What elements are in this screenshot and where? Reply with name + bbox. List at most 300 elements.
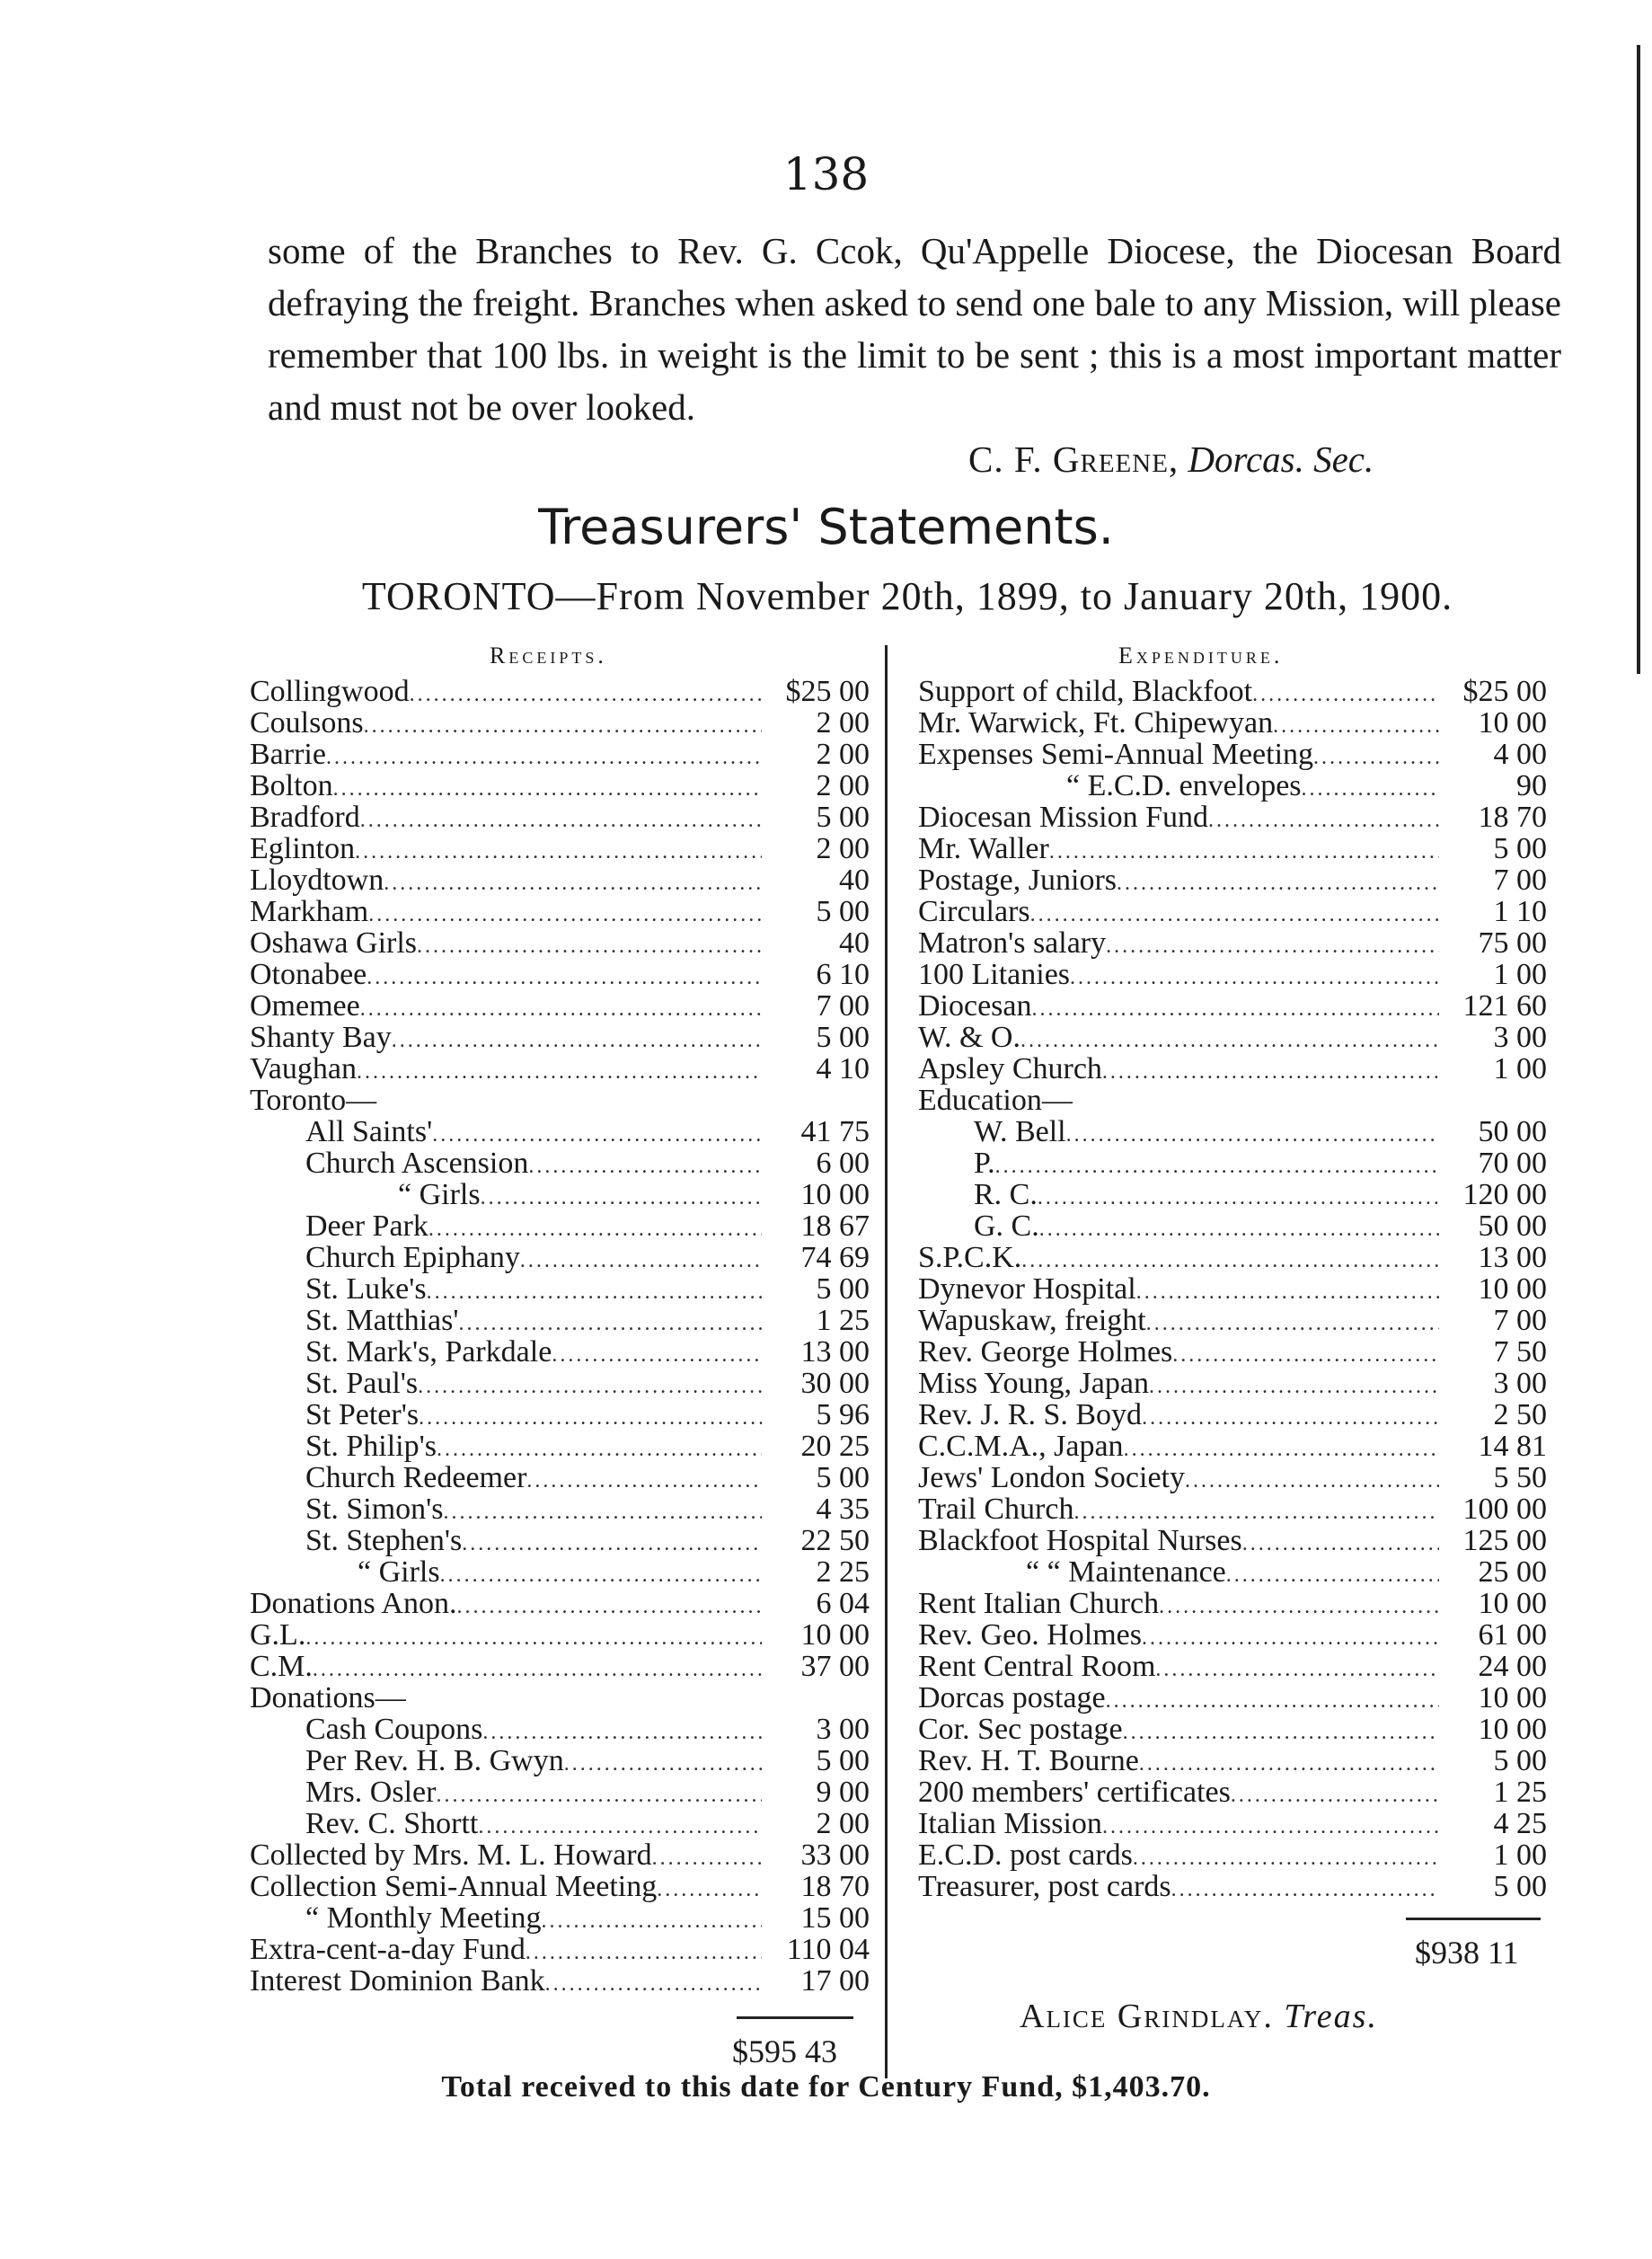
expenditure-row-label: “ “ Maintenance	[1026, 1556, 1226, 1588]
leader-dots	[1039, 1214, 1439, 1242]
receipts-row-amount: 110 04	[786, 1934, 870, 1965]
receipts-row-amount: 6 04	[816, 1588, 870, 1619]
receipts-row-amount: 5 00	[816, 1462, 870, 1493]
leader-dots	[1313, 742, 1439, 770]
receipts-row-amount: 3 00	[816, 1714, 870, 1745]
receipts-row	[250, 1902, 870, 1934]
receipts-row-label: Donations Anon.	[250, 1588, 457, 1619]
receipts-row	[250, 1588, 870, 1619]
receipts-row	[250, 1022, 870, 1053]
leader-dots	[1032, 994, 1439, 1022]
expenditure-row-label: Jews' London Society	[918, 1462, 1185, 1493]
expenditure-row-label: Apsley Church	[918, 1053, 1102, 1085]
expenditure-row-label: E.C.D. post cards	[918, 1839, 1133, 1871]
expenditure-row	[918, 1179, 1547, 1210]
leader-dots	[432, 1120, 762, 1147]
receipts-row-amount: 5 00	[816, 1022, 870, 1053]
leader-dots	[410, 679, 762, 707]
receipts-row-amount: 37 00	[800, 1651, 870, 1682]
receipts-row	[250, 1336, 870, 1368]
receipts-row	[250, 1965, 870, 1997]
receipts-column	[250, 676, 870, 1997]
receipts-row	[250, 707, 870, 739]
leader-dots	[305, 1623, 762, 1651]
expenditure-row-amount: 3 00	[1493, 1022, 1547, 1053]
expenditure-row-label: Rev. H. T. Bourne	[918, 1745, 1139, 1776]
expenditure-row	[918, 990, 1547, 1022]
receipts-row	[250, 833, 870, 864]
receipts-row-amount: 10 00	[800, 1619, 870, 1651]
receipts-row-label: Extra-cent-a-day Fund	[250, 1934, 526, 1965]
receipts-row-amount: $25 00	[785, 676, 870, 707]
expenditure-row	[918, 927, 1547, 959]
expenditure-row	[918, 1682, 1547, 1714]
receipts-row-label: Oshawa Girls	[250, 927, 418, 959]
receipts-row	[250, 1179, 870, 1210]
expenditure-row-label: Mr. Waller	[918, 833, 1049, 864]
leader-dots	[564, 1749, 762, 1776]
receipts-row-label: Collingwood	[250, 676, 410, 707]
leader-dots	[1231, 1780, 1439, 1808]
expenditure-row-amount: 3 00	[1493, 1368, 1547, 1399]
receipts-row-amount: 40	[839, 864, 870, 896]
receipts-row-label: “ Girls	[358, 1556, 440, 1588]
page-edge-line	[1637, 45, 1640, 674]
expenditure-row	[918, 1242, 1547, 1273]
receipts-row-amount: 1 25	[816, 1305, 870, 1336]
leader-dots	[392, 1025, 762, 1053]
expenditure-row-amount: 7 50	[1493, 1336, 1547, 1368]
receipts-row-amount: 40	[839, 927, 870, 959]
receipts-row-label: Barrie	[250, 739, 326, 770]
leader-dots	[1070, 962, 1439, 990]
leader-dots	[368, 899, 762, 927]
leader-dots	[1155, 1654, 1439, 1682]
leader-dots	[482, 1717, 762, 1745]
receipts-row	[250, 770, 870, 802]
receipts-row-amount: 18 70	[800, 1871, 870, 1902]
receipts-row	[250, 1839, 870, 1871]
leader-dots	[458, 1308, 762, 1336]
receipts-total-rule	[737, 2016, 853, 2019]
expenditure-row-label: Rev. J. R. S. Boyd	[918, 1399, 1143, 1431]
receipts-row-amount: 7 00	[816, 990, 870, 1022]
expenditure-total: $938 11	[1415, 1935, 1519, 1971]
expenditure-row	[918, 802, 1547, 833]
receipts-row	[250, 1431, 870, 1462]
receipts-row-label: St. Matthias'	[305, 1305, 459, 1336]
expenditure-row-amount: $25 00	[1462, 676, 1547, 707]
expenditure-row-amount: 2 50	[1493, 1399, 1547, 1431]
leader-dots	[1159, 1591, 1439, 1619]
receipts-total: $595 43	[732, 2033, 837, 2069]
leader-dots	[520, 1245, 762, 1273]
receipts-row-label: C.M.	[250, 1651, 313, 1682]
expenditure-row-label: G. C.	[974, 1210, 1039, 1242]
expenditure-row-amount: 4 00	[1493, 739, 1547, 770]
expenditure-row	[918, 864, 1547, 896]
expenditure-row-label: Rent Central Room	[918, 1651, 1156, 1682]
leader-dots	[437, 1434, 762, 1462]
section-subtitle: TORONTO—From November 20th, 1899, to January 20th, 1900.	[361, 574, 1453, 618]
expenditure-row-amount: 5 50	[1493, 1462, 1547, 1493]
receipts-row-amount: 4 35	[816, 1493, 870, 1525]
expenditure-row-label: 200 members' certificates	[918, 1776, 1231, 1808]
leader-dots	[552, 1340, 762, 1368]
leader-dots	[1073, 1497, 1439, 1525]
leader-dots	[1226, 1560, 1439, 1588]
leader-dots	[1208, 805, 1439, 833]
leader-dots	[1142, 1403, 1439, 1431]
leader-dots	[1273, 711, 1439, 739]
leader-dots	[333, 774, 762, 802]
expenditure-row	[918, 1336, 1547, 1368]
expenditure-row-amount: 70 00	[1478, 1147, 1547, 1179]
receipts-row	[250, 1116, 870, 1147]
treasurer-signature	[1020, 1997, 1378, 2036]
leader-dots	[462, 1528, 762, 1556]
expenditure-row	[918, 1776, 1547, 1808]
receipts-row-amount: 5 96	[816, 1399, 870, 1431]
expenditure-row	[918, 1651, 1547, 1682]
receipts-row	[250, 1368, 870, 1399]
receipts-row-label: Vaughan	[250, 1053, 357, 1085]
expenditure-row-label: Cor. Sec postage	[918, 1714, 1123, 1745]
expenditure-row-amount: 61 00	[1478, 1619, 1547, 1651]
receipts-row-amount: 18 67	[800, 1210, 870, 1242]
leader-dots	[1172, 1340, 1439, 1368]
leader-dots	[1136, 1277, 1439, 1305]
receipts-row	[250, 802, 870, 833]
leader-dots	[313, 1654, 762, 1682]
leader-dots	[1171, 1874, 1439, 1902]
expenditure-row	[918, 1368, 1547, 1399]
expenditure-row-label: Diocesan	[918, 990, 1032, 1022]
receipts-row	[250, 676, 870, 707]
expenditure-row-amount: 7 00	[1493, 1305, 1547, 1336]
receipts-row-label: Church Ascension	[305, 1147, 529, 1179]
expenditure-row-amount: 50 00	[1478, 1116, 1547, 1147]
expenditure-row-amount: 13 00	[1478, 1242, 1547, 1273]
leader-dots	[542, 1906, 762, 1934]
expenditure-row	[918, 770, 1547, 802]
expenditure-row-amount: 10 00	[1478, 707, 1547, 739]
receipts-row-amount: 2 00	[816, 833, 870, 864]
expenditure-total-rule	[1406, 1918, 1541, 1920]
receipts-row	[250, 990, 870, 1022]
expenditure-row	[918, 1399, 1547, 1431]
leader-dots	[1038, 1183, 1439, 1210]
receipts-row	[250, 927, 870, 959]
leader-dots	[436, 1780, 762, 1808]
leader-dots	[1106, 1686, 1439, 1714]
receipts-row	[250, 1493, 870, 1525]
receipts-row-label: Markham	[250, 896, 369, 927]
expenditure-row-label: Rev. Geo. Holmes	[918, 1619, 1142, 1651]
expenditure-row-label: “ E.C.D. envelopes	[1066, 770, 1302, 802]
expenditure-row-amount: 1 00	[1493, 1839, 1547, 1871]
expenditure-row-label: S.P.C.K.	[918, 1242, 1022, 1273]
expenditure-row	[918, 1556, 1547, 1588]
leader-dots	[1149, 1371, 1439, 1399]
receipts-row-label: G.L.	[250, 1619, 306, 1651]
receipts-row-label: Per Rev. H. B. Gwyn	[305, 1745, 564, 1776]
expenditure-row-amount: 5 00	[1493, 1871, 1547, 1902]
receipts-row	[250, 1399, 870, 1431]
leader-dots	[1139, 1749, 1439, 1776]
signature-role: Dorcas. Sec.	[1188, 439, 1374, 480]
leader-dots	[367, 962, 762, 990]
receipts-row-amount: 5 00	[816, 1745, 870, 1776]
leader-dots	[1049, 837, 1439, 864]
receipts-row	[250, 1714, 870, 1745]
expenditure-row-label: Matron's salary	[918, 927, 1107, 959]
expenditure-row-amount: 7 00	[1493, 864, 1547, 896]
leader-dots	[1102, 1812, 1439, 1839]
expenditure-row	[918, 1147, 1547, 1179]
leader-dots	[384, 868, 762, 896]
receipts-row	[250, 739, 870, 770]
receipts-row-amount: 10 00	[800, 1179, 870, 1210]
expenditure-row-amount: 120 00	[1462, 1179, 1547, 1210]
expenditure-row-label: Miss Young, Japan	[918, 1368, 1149, 1399]
leader-dots	[526, 1937, 762, 1965]
receipts-row-label: Rev. C. Shortt	[305, 1808, 479, 1839]
expenditure-row-amount: 1 25	[1493, 1776, 1547, 1808]
receipts-row	[250, 1556, 870, 1588]
expenditure-row	[918, 1493, 1547, 1525]
receipts-row-label: “ Girls	[398, 1179, 481, 1210]
expenditure-row-amount: 125 00	[1462, 1525, 1547, 1556]
receipts-row-label: Otonabee	[250, 959, 367, 990]
receipts-row	[250, 864, 870, 896]
leader-dots	[545, 1969, 762, 1997]
expenditure-row-label: Treasurer, post cards	[918, 1871, 1171, 1902]
expenditure-row-amount: 24 00	[1478, 1651, 1547, 1682]
expenditure-row-label: Support of child, Blackfoot	[918, 676, 1253, 707]
receipts-row-label: Bolton	[250, 770, 333, 802]
expenditure-row	[918, 1462, 1547, 1493]
expenditure-row-amount: 50 00	[1478, 1210, 1547, 1242]
receipts-row-label: “ Monthly Meeting	[305, 1902, 542, 1934]
receipts-row-amount: 6 10	[816, 959, 870, 990]
receipts-row-label: Coulsons	[250, 707, 364, 739]
receipts-row	[250, 1085, 870, 1116]
receipts-row	[250, 1273, 870, 1305]
expenditure-row-label: Blackfoot Hospital Nurses	[918, 1525, 1242, 1556]
receipts-row-amount: 2 00	[816, 1808, 870, 1839]
receipts-row-label: Mrs. Osler	[305, 1776, 437, 1808]
expenditure-row-label: Rent Italian Church	[918, 1588, 1160, 1619]
receipts-row	[250, 1462, 870, 1493]
leader-dots	[427, 1277, 762, 1305]
expenditure-row-label: W. & O.	[918, 1022, 1020, 1053]
expenditure-row-amount: 10 00	[1478, 1682, 1547, 1714]
leader-dots	[1021, 1245, 1439, 1273]
receipts-row	[250, 1210, 870, 1242]
receipts-row	[250, 1651, 870, 1682]
receipts-row-label: St. Luke's	[305, 1273, 427, 1305]
receipts-row-amount: 9 00	[816, 1776, 870, 1808]
expenditure-row-label: Trail Church	[918, 1493, 1074, 1525]
leader-dots	[528, 1151, 762, 1179]
receipts-row-label: Toronto—	[250, 1085, 377, 1116]
leader-dots	[481, 1183, 762, 1210]
receipts-row-amount: 41 75	[800, 1116, 870, 1147]
leader-dots	[417, 931, 762, 959]
leader-dots	[326, 742, 762, 770]
expenditure-row	[918, 833, 1547, 864]
expenditure-row	[918, 707, 1547, 739]
leader-dots	[440, 1560, 762, 1588]
expenditure-row	[918, 1714, 1547, 1745]
expenditure-row-amount: 100 00	[1462, 1493, 1547, 1525]
expenditure-row	[918, 1871, 1547, 1902]
expenditure-row-amount: 75 00	[1478, 927, 1547, 959]
receipts-row-amount: 74 69	[800, 1242, 870, 1273]
expenditure-row	[918, 1085, 1547, 1116]
receipts-row-label: Collected by Mrs. M. L. Howard	[250, 1839, 652, 1871]
receipts-row-label: Cash Coupons	[305, 1714, 483, 1745]
expenditure-row	[918, 676, 1547, 707]
receipts-row	[250, 1242, 870, 1273]
leader-dots	[657, 1874, 762, 1902]
century-fund-total: Total received to this date for Century Fund, $1,403.70.	[441, 2070, 1211, 2104]
receipts-row	[250, 1305, 870, 1336]
leader-dots	[1117, 868, 1439, 896]
leader-dots	[1123, 1717, 1439, 1745]
receipts-row-amount: 22 50	[800, 1525, 870, 1556]
expenditure-row-amount: 121 60	[1462, 990, 1547, 1022]
expenditure-row	[918, 896, 1547, 927]
leader-dots	[419, 1403, 762, 1431]
receipts-row	[250, 1682, 870, 1714]
receipts-row-amount: 13 00	[800, 1336, 870, 1368]
receipts-row	[250, 959, 870, 990]
receipts-row-amount: 2 25	[816, 1556, 870, 1588]
column-divider	[885, 645, 888, 2078]
leader-dots	[360, 994, 762, 1022]
receipts-row-label: St. Mark's, Parkdale	[305, 1336, 552, 1368]
expenditure-row-label: C.C.M.A., Japan	[918, 1431, 1124, 1462]
receipts-row-amount: 15 00	[800, 1902, 870, 1934]
section-title: Treasurers' Statements.	[538, 499, 1114, 555]
leader-dots	[1133, 1843, 1439, 1871]
expenditure-row-label: Diocesan Mission Fund	[918, 802, 1208, 833]
expenditure-row	[918, 739, 1547, 770]
receipts-row-label: Lloydtown	[250, 864, 384, 896]
leader-dots	[1106, 931, 1439, 959]
receipts-row	[250, 1619, 870, 1651]
expenditure-row-label: Wapuskaw, freight	[918, 1305, 1146, 1336]
leader-dots	[652, 1843, 762, 1871]
receipts-row	[250, 1776, 870, 1808]
leader-dots	[428, 1214, 762, 1242]
receipts-row-amount: 17 00	[800, 1965, 870, 1997]
leader-dots	[418, 1371, 762, 1399]
leader-dots	[1020, 1025, 1439, 1053]
expenditure-row	[918, 959, 1547, 990]
expenditure-heading: Expenditure.	[1118, 642, 1284, 669]
receipts-row-label: St. Stephen's	[305, 1525, 463, 1556]
receipts-row	[250, 896, 870, 927]
expenditure-row-amount: 1 00	[1493, 959, 1547, 990]
receipts-row-amount: 5 00	[816, 896, 870, 927]
expenditure-row-label: R. C.	[974, 1179, 1038, 1210]
receipts-row-amount: 20 25	[800, 1431, 870, 1462]
leader-dots	[1142, 1623, 1439, 1651]
receipts-row-amount: 5 00	[816, 802, 870, 833]
expenditure-row-label: P.	[974, 1147, 995, 1179]
leader-dots	[526, 1466, 762, 1493]
leader-dots	[1066, 1120, 1439, 1147]
expenditure-row	[918, 1808, 1547, 1839]
expenditure-row	[918, 1210, 1547, 1242]
expenditure-row-label: Circulars	[918, 896, 1030, 927]
receipts-row	[250, 1147, 870, 1179]
expenditure-row	[918, 1525, 1547, 1556]
treasurer-name: Alice Grindlay.	[1020, 1998, 1274, 2035]
receipts-row-amount: 2 00	[816, 770, 870, 802]
signature-name: C. F. Greene,	[968, 439, 1179, 480]
receipts-row-label: St Peter's	[305, 1399, 420, 1431]
receipts-row-amount: 4 10	[816, 1053, 870, 1085]
expenditure-row-amount: 5 00	[1493, 833, 1547, 864]
expenditure-row-label: Rev. George Holmes	[918, 1336, 1173, 1368]
receipts-heading: Receipts.	[490, 642, 607, 669]
expenditure-row-label: Dorcas postage	[918, 1682, 1106, 1714]
receipts-row-label: All Saints'	[305, 1116, 433, 1147]
receipts-row-label: Bradford	[250, 802, 360, 833]
expenditure-row-label: Italian Mission	[918, 1808, 1102, 1839]
expenditure-row-label: Dynevor Hospital	[918, 1273, 1136, 1305]
receipts-row-label: Deer Park	[305, 1210, 428, 1242]
leader-dots	[1302, 774, 1439, 802]
receipts-row-label: Eglinton	[250, 833, 356, 864]
leader-dots	[1252, 679, 1439, 707]
expenditure-row-amount: 25 00	[1478, 1556, 1547, 1588]
intro-paragraph	[268, 225, 1561, 485]
receipts-row	[250, 1525, 870, 1556]
receipts-row-amount: 30 00	[800, 1368, 870, 1399]
leader-dots	[444, 1497, 762, 1525]
leader-dots	[995, 1151, 1439, 1179]
leader-dots	[1242, 1528, 1439, 1556]
expenditure-row-label: Education—	[918, 1085, 1073, 1116]
leader-dots	[1102, 1057, 1439, 1085]
expenditure-row-amount: 1 10	[1493, 896, 1547, 927]
expenditure-row	[918, 1431, 1547, 1462]
receipts-row-label: St. Paul's	[305, 1368, 419, 1399]
expenditure-row	[918, 1305, 1547, 1336]
expenditure-row-amount: 14 81	[1478, 1431, 1547, 1462]
receipts-row-label: Shanty Bay	[250, 1022, 392, 1053]
expenditure-row-amount: 5 00	[1493, 1745, 1547, 1776]
receipts-row	[250, 1808, 870, 1839]
receipts-row	[250, 1745, 870, 1776]
expenditure-row	[918, 1053, 1547, 1085]
expenditure-row-amount: 18 70	[1478, 802, 1547, 833]
expenditure-row	[918, 1745, 1547, 1776]
expenditure-row-label: Mr. Warwick, Ft. Chipewyan	[918, 707, 1274, 739]
expenditure-row-label: 100 Litanies	[918, 959, 1071, 990]
receipts-row	[250, 1934, 870, 1965]
expenditure-column	[918, 676, 1547, 1902]
receipts-row	[250, 1053, 870, 1085]
leader-dots	[1124, 1434, 1439, 1462]
receipts-row-label: Church Epiphany	[305, 1242, 520, 1273]
leader-dots	[357, 1057, 762, 1085]
